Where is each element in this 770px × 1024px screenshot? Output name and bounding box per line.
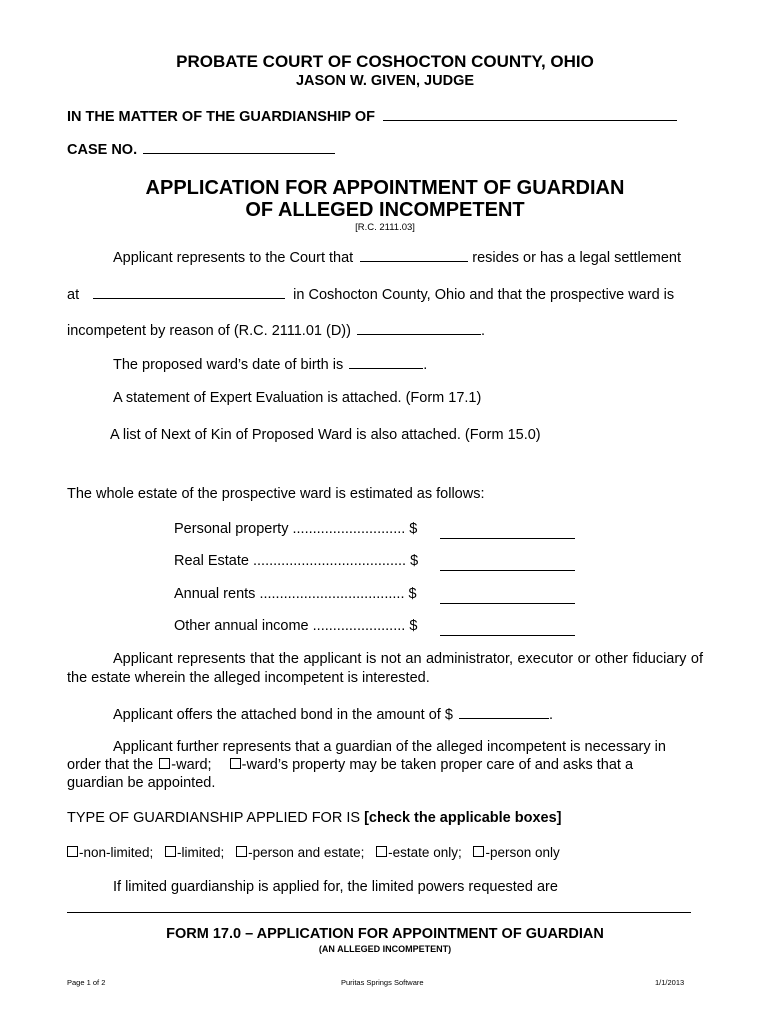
ward-name-field[interactable]: [383, 106, 677, 121]
estate-intro-text: The whole estate of the prospective ward is estimated as follows:: [67, 486, 485, 502]
form-title-line1: APPLICATION FOR APPOINTMENT OF GUARDIAN: [145, 177, 625, 199]
next-of-kin-text: A list of Next of Kin of Proposed Ward is also attached. (Form 15.0): [110, 427, 541, 443]
applicant-represents-text: Applicant represents to the Court that: [113, 250, 354, 266]
guardianship-matter-line: [67, 106, 677, 125]
person-only-checkbox[interactable]: [473, 846, 484, 857]
applicant-represents-line: [113, 247, 681, 266]
court-name: PROBATE COURT OF COSHOCTON COUNTY, OHIO: [176, 52, 594, 71]
estate-item-label: Real Estate ...................................... $: [174, 553, 419, 569]
further-represents-line1: Applicant further represents that a guardian of the alleged incompetent is necessary in: [113, 739, 666, 755]
other-income-amount-field[interactable]: [440, 621, 575, 636]
matter-label: IN THE MATTER OF THE GUARDIANSHIP OF: [67, 109, 375, 125]
footer-form-title: FORM 17.0 – APPLICATION FOR APPOINTMENT OF GUARDIAN: [166, 926, 604, 942]
limited-powers-text: If limited guardianship is applied for, the limited powers requested are: [113, 879, 558, 895]
case-number-line: [67, 139, 335, 158]
person-and-estate-label: -person and estate;: [248, 845, 365, 860]
settlement-line: [67, 284, 674, 303]
estate-only-label: -estate only;: [388, 845, 462, 860]
ward-option-label: -ward;: [171, 757, 212, 773]
further-represents-line3: guardian be appointed.: [67, 775, 216, 791]
form-date: 1/1/2013: [655, 978, 685, 987]
ward-checkbox[interactable]: [159, 758, 170, 769]
non-limited-label: -non-limited;: [79, 845, 154, 860]
period: .: [481, 323, 486, 339]
non-limited-checkbox[interactable]: [67, 846, 78, 857]
software-name: Puritas Springs Software: [341, 978, 424, 987]
dob-text: The proposed ward’s date of birth is: [113, 357, 344, 373]
expert-evaluation-text: A statement of Expert Evaluation is attached. (Form 17.1): [113, 390, 482, 406]
check-boxes-instruction: [check the applicable boxes]: [364, 810, 562, 826]
period: .: [548, 707, 553, 723]
case-number-field[interactable]: [143, 139, 335, 154]
form-title-line2: OF ALLEGED INCOMPETENT: [245, 199, 525, 221]
ward-property-checkbox[interactable]: [230, 758, 241, 769]
personal-property-amount-field[interactable]: [440, 524, 575, 539]
person-only-label: -person only: [485, 845, 560, 860]
bond-text: Applicant offers the attached bond in the amount of $: [113, 707, 453, 723]
period: .: [423, 357, 428, 373]
resides-text: resides or has a legal settlement: [472, 250, 682, 266]
case-no-label: CASE NO.: [67, 142, 138, 158]
estate-item-personal-property: [174, 521, 417, 537]
incompetent-reason-text: incompetent by reason of (R.C. 2111.01 (D)): [67, 323, 351, 339]
limited-label: -limited;: [177, 845, 225, 860]
guardianship-options: [67, 845, 560, 860]
bond-line: [113, 704, 553, 723]
estate-item-label: Other annual income ....................... $: [174, 618, 418, 634]
incompetent-reason-line: [67, 320, 485, 339]
reason-blank[interactable]: [357, 320, 481, 335]
estate-item-label: Annual rents .................................... $: [174, 586, 417, 602]
page-number: Page 1 of 2: [67, 978, 106, 987]
ward-property-option-label: -ward’s property may be taken proper care of and asks that a: [241, 757, 634, 773]
estate-item-label: Personal property ............................ $: [174, 521, 418, 537]
judge-name: JASON W. GIVEN, JUDGE: [295, 73, 475, 89]
statute-reference: [R.C. 2111.03]: [355, 222, 415, 233]
dob-line: [113, 354, 427, 373]
guardianship-type-heading: [67, 810, 562, 826]
settlement-address-blank[interactable]: [93, 284, 285, 299]
guardianship-type-text: TYPE OF GUARDIANSHIP APPLIED FOR IS: [67, 810, 365, 826]
limited-checkbox[interactable]: [165, 846, 176, 857]
further-represents-line2: [67, 757, 703, 773]
person-and-estate-checkbox[interactable]: [236, 846, 247, 857]
at-text: at: [67, 287, 80, 303]
order-that-text: order that the: [67, 757, 154, 773]
bond-amount-field[interactable]: [459, 704, 549, 719]
dob-blank[interactable]: [349, 354, 423, 369]
ward-name-blank[interactable]: [360, 247, 468, 262]
annual-rents-amount-field[interactable]: [440, 589, 575, 604]
estate-only-checkbox[interactable]: [376, 846, 387, 857]
estate-item-other-income: [174, 618, 417, 634]
estate-item-real-estate: [174, 553, 418, 569]
footer-divider: [67, 912, 691, 913]
county-text: in Coshocton County, Ohio and that the prospective ward is: [293, 287, 675, 303]
estate-item-annual-rents: [174, 586, 417, 602]
footer-form-subtitle: (AN ALLEGED INCOMPETENT): [318, 944, 452, 954]
real-estate-amount-field[interactable]: [440, 556, 575, 571]
not-administrator-paragraph: Applicant represents that the applicant is not an administrator, executor or other fiduciary of the estate wherein the alleged incompetent is interested.: [67, 651, 703, 686]
